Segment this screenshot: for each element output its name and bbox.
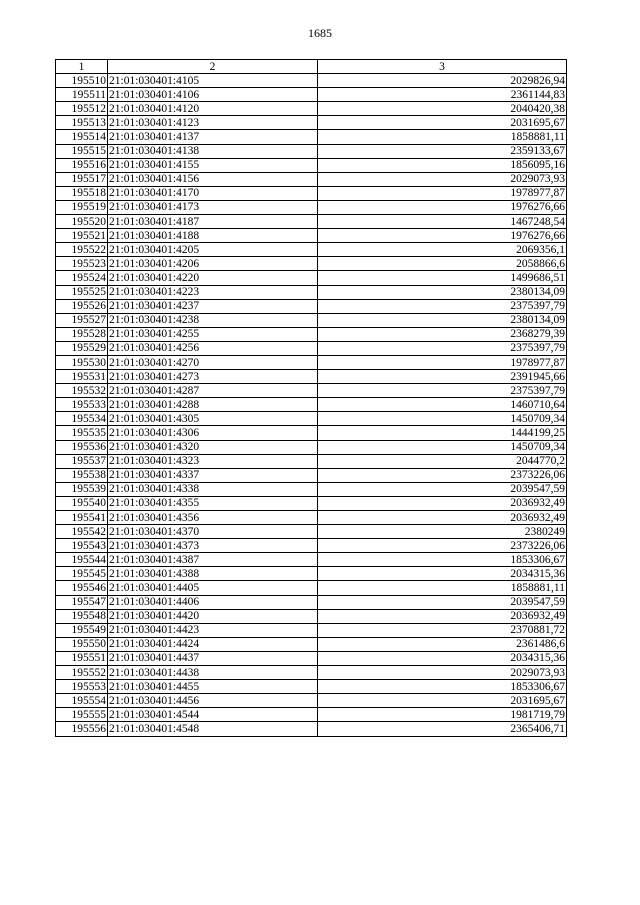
table-row <box>56 88 567 102</box>
cadastral-number-cell: 21:01:030401:4373 <box>108 539 318 553</box>
row-number-cell: 195547 <box>56 595 108 609</box>
table-row <box>56 74 567 88</box>
row-number-cell: 195536 <box>56 440 108 454</box>
table-row <box>56 496 567 510</box>
row-number-cell: 195540 <box>56 496 108 510</box>
value-cell: 2039547,59 <box>318 482 567 496</box>
value-cell: 1978977,87 <box>318 355 567 369</box>
value-cell: 2034315,36 <box>318 567 567 581</box>
cadastral-number-cell: 21:01:030401:4337 <box>108 468 318 482</box>
cadastral-number-cell: 21:01:030401:4205 <box>108 243 318 257</box>
row-number-cell: 195512 <box>56 102 108 116</box>
table-row <box>56 553 567 567</box>
value-cell: 1853306,67 <box>318 680 567 694</box>
cadastral-number-cell: 21:01:030401:4355 <box>108 496 318 510</box>
value-cell: 2361144,83 <box>318 88 567 102</box>
value-cell: 2370881,72 <box>318 623 567 637</box>
cadastral-number-cell: 21:01:030401:4187 <box>108 215 318 229</box>
row-number-cell: 195522 <box>56 243 108 257</box>
value-cell: 2036932,49 <box>318 609 567 623</box>
row-number-cell: 195526 <box>56 299 108 313</box>
column-header-1: 1 <box>56 60 108 74</box>
row-number-cell: 195514 <box>56 130 108 144</box>
row-number-cell: 195511 <box>56 88 108 102</box>
table-row <box>56 398 567 412</box>
table-row <box>56 355 567 369</box>
cadastral-number-cell: 21:01:030401:4323 <box>108 454 318 468</box>
value-cell: 2044770,2 <box>318 454 567 468</box>
table-row <box>56 482 567 496</box>
value-cell: 2375397,79 <box>318 341 567 355</box>
row-number-cell: 195550 <box>56 637 108 651</box>
table-row <box>56 271 567 285</box>
row-number-cell: 195539 <box>56 482 108 496</box>
row-number-cell: 195541 <box>56 511 108 525</box>
table-row <box>56 257 567 271</box>
value-cell: 2391945,66 <box>318 370 567 384</box>
value-cell: 2029826,94 <box>318 74 567 88</box>
table-row <box>56 539 567 553</box>
value-cell: 1450709,34 <box>318 412 567 426</box>
cadastral-number-cell: 21:01:030401:4155 <box>108 158 318 172</box>
value-cell: 2029073,93 <box>318 172 567 186</box>
cadastral-number-cell: 21:01:030401:4438 <box>108 666 318 680</box>
cadastral-number-cell: 21:01:030401:4356 <box>108 511 318 525</box>
row-number-cell: 195532 <box>56 384 108 398</box>
column-header-2: 2 <box>108 60 318 74</box>
table-row <box>56 623 567 637</box>
table-row <box>56 186 567 200</box>
value-cell: 1853306,67 <box>318 553 567 567</box>
value-cell: 2375397,79 <box>318 384 567 398</box>
row-number-cell: 195520 <box>56 215 108 229</box>
table-row <box>56 412 567 426</box>
table-row <box>56 666 567 680</box>
row-number-cell: 195517 <box>56 172 108 186</box>
cadastral-number-cell: 21:01:030401:4370 <box>108 525 318 539</box>
cadastral-number-cell: 21:01:030401:4305 <box>108 412 318 426</box>
table-row <box>56 581 567 595</box>
cadastral-number-cell: 21:01:030401:4106 <box>108 88 318 102</box>
table-row <box>56 327 567 341</box>
value-cell: 2380134,09 <box>318 285 567 299</box>
cadastral-number-cell: 21:01:030401:4544 <box>108 708 318 722</box>
table-row <box>56 116 567 130</box>
table-row <box>56 595 567 609</box>
value-cell: 2034315,36 <box>318 651 567 665</box>
table-row <box>56 158 567 172</box>
table-row <box>56 341 567 355</box>
value-cell: 1976276,66 <box>318 229 567 243</box>
cadastral-number-cell: 21:01:030401:4120 <box>108 102 318 116</box>
header-row <box>56 60 567 74</box>
value-cell: 2040420,38 <box>318 102 567 116</box>
cadastral-number-cell: 21:01:030401:4320 <box>108 440 318 454</box>
value-cell: 1856095,16 <box>318 158 567 172</box>
value-cell: 2031695,67 <box>318 694 567 708</box>
table-row <box>56 440 567 454</box>
cadastral-number-cell: 21:01:030401:4338 <box>108 482 318 496</box>
row-number-cell: 195535 <box>56 426 108 440</box>
table-row <box>56 454 567 468</box>
value-cell: 2361486,6 <box>318 637 567 651</box>
cadastral-number-cell: 21:01:030401:4423 <box>108 623 318 637</box>
row-number-cell: 195524 <box>56 271 108 285</box>
cadastral-number-cell: 21:01:030401:4388 <box>108 567 318 581</box>
table-row <box>56 651 567 665</box>
cadastral-number-cell: 21:01:030401:4105 <box>108 74 318 88</box>
row-number-cell: 195545 <box>56 567 108 581</box>
value-cell: 2380134,09 <box>318 313 567 327</box>
row-number-cell: 195527 <box>56 313 108 327</box>
value-cell: 1444199,25 <box>318 426 567 440</box>
cadastral-number-cell: 21:01:030401:4220 <box>108 271 318 285</box>
row-number-cell: 195546 <box>56 581 108 595</box>
table-row <box>56 299 567 313</box>
value-cell: 2031695,67 <box>318 116 567 130</box>
table-row <box>56 313 567 327</box>
table-row <box>56 609 567 623</box>
row-number-cell: 195542 <box>56 525 108 539</box>
row-number-cell: 195552 <box>56 666 108 680</box>
row-number-cell: 195523 <box>56 257 108 271</box>
value-cell: 2069356,1 <box>318 243 567 257</box>
row-number-cell: 195513 <box>56 116 108 130</box>
row-number-cell: 195531 <box>56 370 108 384</box>
value-cell: 2365406,71 <box>318 722 567 736</box>
cadastral-number-cell: 21:01:030401:4206 <box>108 257 318 271</box>
table-row <box>56 172 567 186</box>
row-number-cell: 195553 <box>56 680 108 694</box>
row-number-cell: 195510 <box>56 74 108 88</box>
page-number: 1685 <box>308 26 332 40</box>
row-number-cell: 195525 <box>56 285 108 299</box>
value-cell: 2036932,49 <box>318 511 567 525</box>
cadastral-number-cell: 21:01:030401:4256 <box>108 341 318 355</box>
row-number-cell: 195516 <box>56 158 108 172</box>
row-number-cell: 195515 <box>56 144 108 158</box>
table-row <box>56 102 567 116</box>
row-number-cell: 195551 <box>56 651 108 665</box>
value-cell: 2368279,39 <box>318 327 567 341</box>
table-row <box>56 680 567 694</box>
value-cell: 1499686,51 <box>318 271 567 285</box>
value-cell: 1858881,11 <box>318 581 567 595</box>
table-row <box>56 130 567 144</box>
cadastral-number-cell: 21:01:030401:4238 <box>108 313 318 327</box>
cadastral-number-cell: 21:01:030401:4173 <box>108 200 318 214</box>
cadastral-number-cell: 21:01:030401:4306 <box>108 426 318 440</box>
table-row <box>56 229 567 243</box>
table-row <box>56 708 567 722</box>
table-row <box>56 426 567 440</box>
value-cell: 2373226,06 <box>318 468 567 482</box>
value-cell: 1981719,79 <box>318 708 567 722</box>
row-number-cell: 195533 <box>56 398 108 412</box>
cadastral-number-cell: 21:01:030401:4237 <box>108 299 318 313</box>
table-row <box>56 384 567 398</box>
cadastral-number-cell: 21:01:030401:4456 <box>108 694 318 708</box>
table-row <box>56 370 567 384</box>
value-cell: 1978977,87 <box>318 186 567 200</box>
cadastral-number-cell: 21:01:030401:4188 <box>108 229 318 243</box>
column-header-3: 3 <box>318 60 567 74</box>
value-cell: 2380249 <box>318 525 567 539</box>
table-row <box>56 285 567 299</box>
cadastral-number-cell: 21:01:030401:4455 <box>108 680 318 694</box>
cadastral-number-cell: 21:01:030401:4123 <box>108 116 318 130</box>
value-cell: 1460710,64 <box>318 398 567 412</box>
table-row <box>56 144 567 158</box>
row-number-cell: 195521 <box>56 229 108 243</box>
cadastral-number-cell: 21:01:030401:4406 <box>108 595 318 609</box>
row-number-cell: 195543 <box>56 539 108 553</box>
cadastral-number-cell: 21:01:030401:4273 <box>108 370 318 384</box>
value-cell: 2039547,59 <box>318 595 567 609</box>
row-number-cell: 195549 <box>56 623 108 637</box>
value-cell: 2036932,49 <box>318 496 567 510</box>
row-number-cell: 195519 <box>56 200 108 214</box>
table-row <box>56 200 567 214</box>
value-cell: 1467248,54 <box>318 215 567 229</box>
table-row <box>56 525 567 539</box>
value-cell: 1450709,34 <box>318 440 567 454</box>
cadastral-number-cell: 21:01:030401:4420 <box>108 609 318 623</box>
cadastral-number-cell: 21:01:030401:4138 <box>108 144 318 158</box>
row-number-cell: 195518 <box>56 186 108 200</box>
table-row <box>56 243 567 257</box>
row-number-cell: 195554 <box>56 694 108 708</box>
row-number-cell: 195529 <box>56 341 108 355</box>
row-number-cell: 195537 <box>56 454 108 468</box>
cadastral-number-cell: 21:01:030401:4387 <box>108 553 318 567</box>
value-cell: 2375397,79 <box>318 299 567 313</box>
cadastral-number-cell: 21:01:030401:4548 <box>108 722 318 736</box>
row-number-cell: 195544 <box>56 553 108 567</box>
table-row <box>56 468 567 482</box>
row-number-cell: 195530 <box>56 355 108 369</box>
cadastral-number-cell: 21:01:030401:4255 <box>108 327 318 341</box>
cadastral-number-cell: 21:01:030401:4405 <box>108 581 318 595</box>
cadastral-number-cell: 21:01:030401:4270 <box>108 355 318 369</box>
value-cell: 2359133,67 <box>318 144 567 158</box>
value-cell: 1858881,11 <box>318 130 567 144</box>
table-row <box>56 694 567 708</box>
table-body <box>56 74 567 736</box>
value-cell: 2058866,6 <box>318 257 567 271</box>
value-cell: 2029073,93 <box>318 666 567 680</box>
cadastral-number-cell: 21:01:030401:4288 <box>108 398 318 412</box>
cadastral-number-cell: 21:01:030401:4437 <box>108 651 318 665</box>
cadastral-number-cell: 21:01:030401:4156 <box>108 172 318 186</box>
row-number-cell: 195538 <box>56 468 108 482</box>
row-number-cell: 195534 <box>56 412 108 426</box>
table-header <box>56 60 567 74</box>
table-row <box>56 215 567 229</box>
table-row <box>56 511 567 525</box>
cadastral-number-cell: 21:01:030401:4223 <box>108 285 318 299</box>
cadastral-number-cell: 21:01:030401:4287 <box>108 384 318 398</box>
cadastral-number-cell: 21:01:030401:4424 <box>108 637 318 651</box>
row-number-cell: 195528 <box>56 327 108 341</box>
table-row <box>56 637 567 651</box>
row-number-cell: 195555 <box>56 708 108 722</box>
cadastral-number-cell: 21:01:030401:4170 <box>108 186 318 200</box>
table-row <box>56 567 567 581</box>
data-table <box>55 59 567 737</box>
table-row <box>56 722 567 736</box>
cadastral-number-cell: 21:01:030401:4137 <box>108 130 318 144</box>
value-cell: 2373226,06 <box>318 539 567 553</box>
row-number-cell: 195556 <box>56 722 108 736</box>
value-cell: 1976276,66 <box>318 200 567 214</box>
row-number-cell: 195548 <box>56 609 108 623</box>
